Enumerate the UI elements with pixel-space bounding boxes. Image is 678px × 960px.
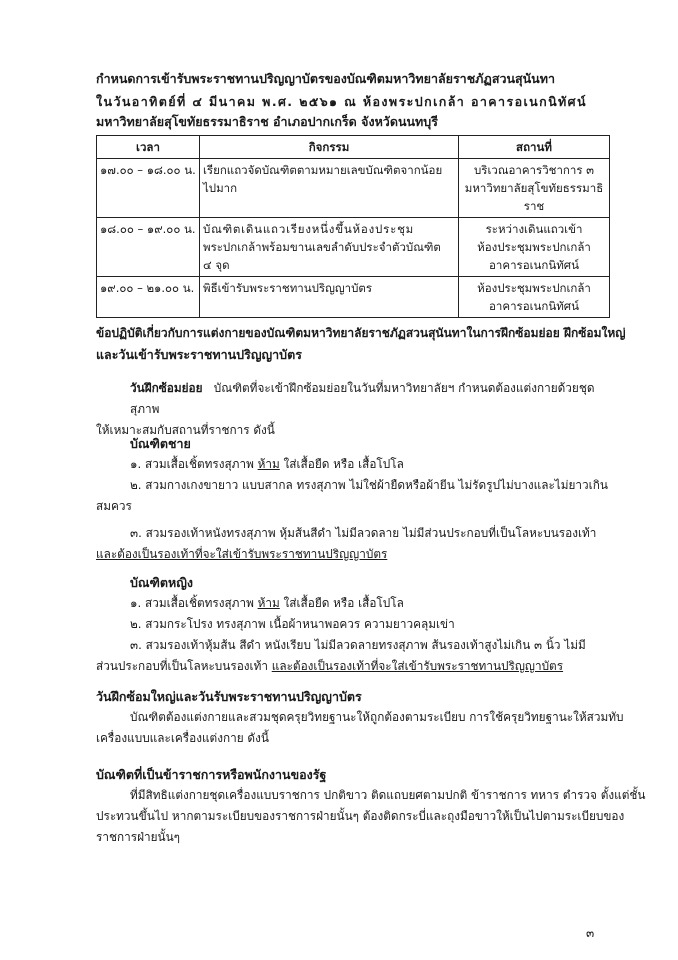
male-item-3-cont: และต้องเป็นรองเท้าที่จะใส่เข้ารับพระราชทานปริญญาบัตร <box>96 547 388 561</box>
gov-section <box>96 764 646 848</box>
rehearsal-line-1 <box>96 378 614 420</box>
place-line: มหาวิทยาลัยสุโขทัยธรรมาธิราช <box>464 181 604 213</box>
grand-title: วันฝึกซ้อมใหญ่และวันรับพระราชทานปริญญาบัตร <box>96 689 362 704</box>
gov-text-3: ราชการฝ่ายนั้นๆ <box>96 830 180 844</box>
row-activity <box>200 277 459 318</box>
header-place: สถานที่ <box>459 136 610 159</box>
schedule-table <box>96 135 610 318</box>
place-line: อาคารอเนกนิทัศน์ <box>489 299 579 313</box>
place-line: ระหว่างเดินแถวเข้า <box>485 222 583 236</box>
row-activity <box>200 218 459 277</box>
activity-line: บัณฑิตเดินแถวเรียงหนึ่งขึ้นห้องประชุม <box>203 222 415 236</box>
male-item-1-prohibit: ห้าม <box>257 457 280 471</box>
header-line-1: กำหนดการเข้ารับพระราชทานปริญญาบัตรของบัณฑิตมหาวิทยาลัยราชภัฏสวนสุนันทา <box>96 71 555 86</box>
page-number: ๓ <box>586 926 595 940</box>
activity-line: ๔ จุด <box>203 258 230 272</box>
female-item-1-pre: ๑. สวมเสื้อเชิ้ตทรงสุภาพ <box>130 596 258 610</box>
grand-text-2: เครื่องแบบและเครื่องแต่งกาย ดังนี้ <box>96 731 269 745</box>
female-item-1-post: ใส่เสื้อยืด หรือ เสื้อโปโล <box>279 596 404 610</box>
rules-title <box>96 323 626 365</box>
female-item-3-cont <box>96 656 614 677</box>
male-item-2-cont: สมควร <box>96 499 132 513</box>
male-item-1-pre: ๑. สวมเสื้อเชิ้ตทรงสุภาพ <box>130 457 258 471</box>
rehearsal-label: วันฝึกซ้อมย่อย <box>130 381 203 395</box>
row-time: ๑๘.๐๐ – ๑๙.๐๐ น. <box>97 218 200 277</box>
place-line: ห้องประชุมพระปกเกล้า <box>477 240 591 254</box>
row-time: ๑๗.๐๐ – ๑๘.๐๐ น. <box>97 159 200 218</box>
header-line-3: มหาวิทยาลัยสุโขทัยธรรมาธิราช อำเภอปากเกร็ด จังหวัดนนทบุรี <box>96 114 438 129</box>
gov-text-1: ที่มีสิทธิแต่งกายชุดเครื่องแบบราชการ ปกติขาว ติดแถบยศตามปกติ ข้าราชการ ทหาร ตำรวจ ตั้งแต่ชั้น <box>130 788 646 802</box>
male-item-2: ๒. สวมกางเกงขายาว แบบสากล ทรงสุภาพ ไม่ใช่ผ้ายืดหรือผ้ายีน ไม่รัดรูปไม่บางและไม่ยาวเกิน <box>130 478 608 492</box>
grand-rehearsal-section <box>96 686 624 749</box>
header-line-2: ในวันอาทิตย์ที่ ๔ มีนาคม พ.ศ. ๒๕๖๑ ณ ห้องพระปกเกล้า อาคารอเนกนิทัศน์ <box>96 94 587 109</box>
row-place <box>459 277 610 318</box>
female-item-3-cont-a: ส่วนประกอบที่เป็นโลหะบนรองเท้า <box>96 659 272 673</box>
male-item-1 <box>96 454 614 475</box>
female-item-3: ๓. สวมรองเท้าหุ้มส้น สีดำ หนังเรียบ ไม่มีลวดลายทรงสุภาพ ส้นรองเท้าสูงไม่เกิน ๓ นิ้ว ไม่มี <box>130 638 586 652</box>
male-title: บัณฑิตชาย <box>130 436 191 451</box>
header-time: เวลา <box>97 136 200 159</box>
male-section <box>96 433 614 565</box>
activity-line: ไปมาก <box>203 181 238 195</box>
place-line: ห้องประชุมพระปกเกล้า <box>477 281 591 295</box>
activity-line: พระปกเกล้าพร้อมขานเลขลำดับประจำตัวบัณฑิต <box>203 240 441 254</box>
rehearsal-text-1: บัณฑิตที่จะเข้าฝึกซ้อมย่อยในวันที่มหาวิทยาลัยฯ กำหนดต้องแต่งกายด้วยชุดสุภาพ <box>130 381 595 416</box>
grand-text-1: บัณฑิตต้องแต่งกายและสวมชุดครุยวิทยฐานะให้ถูกต้องตามระเบียบ การใช้ครุยวิทยฐานะให้สวมทับ <box>130 710 624 724</box>
activity-line: พิธีเข้ารับพระราชทานปริญญาบัตร <box>203 281 373 295</box>
female-item-1-prohibit: ห้าม <box>257 596 280 610</box>
rules-title-line-2: และวันเข้ารับพระราชทานปริญญาบัตร <box>96 347 302 362</box>
female-item-2: ๒. สวมกระโปรง ทรงสุภาพ เนื้อผ้าหนาพอควร ความยาวคลุมเข่า <box>130 617 455 631</box>
female-item-3-cont-u: และต้องเป็นรองเท้าที่จะใส่เข้ารับพระราชทานปริญญาบัตร <box>271 659 564 673</box>
rehearsal-text-2: ให้เหมาะสมกับสถานที่ราชการ ดังนี้ <box>96 423 275 437</box>
male-item-3: ๓. สวมรองเท้าหนังทรงสุภาพ หุ้มส้นสีดำ ไม่มีลวดลาย ไม่มีส่วนประกอบที่เป็นโลหะบนรองเท้า <box>130 526 597 540</box>
schedule-header-row <box>97 136 610 159</box>
female-title: บัณฑิตหญิง <box>130 575 194 590</box>
rules-title-line-1: ข้อปฏิบัติเกี่ยวกับการแต่งกายของบัณฑิตมหาวิทยาลัยราชภัฏสวนสุนันทาในการฝึกซ้อมย่อย ฝึกซ้อมใหญ่ <box>96 326 626 340</box>
place-line: บริเวณอาคารวิชาการ ๓ <box>473 163 595 177</box>
row-activity <box>200 159 459 218</box>
table-row <box>97 277 610 318</box>
row-place <box>459 218 610 277</box>
place-line: อาคารอเนกนิทัศน์ <box>489 258 579 272</box>
rehearsal-paragraph <box>96 378 614 441</box>
female-item-1 <box>96 593 614 614</box>
female-section <box>96 572 614 677</box>
row-place <box>459 159 610 218</box>
gov-text-2: ประทวนขึ้นไป หากตามระเบียบของราชการฝ่ายนั้นๆ ต้องติดกระบี่และถุงมือขาวให้เป็นไปตามระเบียบของ <box>96 809 625 823</box>
row-time: ๑๙.๐๐ – ๒๑.๐๐ น. <box>97 277 200 318</box>
table-row <box>97 159 610 218</box>
header-activity: กิจกรรม <box>200 136 459 159</box>
activity-line: เรียกแถวจัดบัณฑิตตามหมายเลขบัณฑิตจากน้อย <box>203 163 443 177</box>
table-row <box>97 218 610 277</box>
gov-title: บัณฑิตที่เป็นข้าราชการหรือพนักงานของรัฐ <box>96 767 327 782</box>
male-item-1-post: ใส่เสื้อยืด หรือ เสื้อโปโล <box>279 457 404 471</box>
